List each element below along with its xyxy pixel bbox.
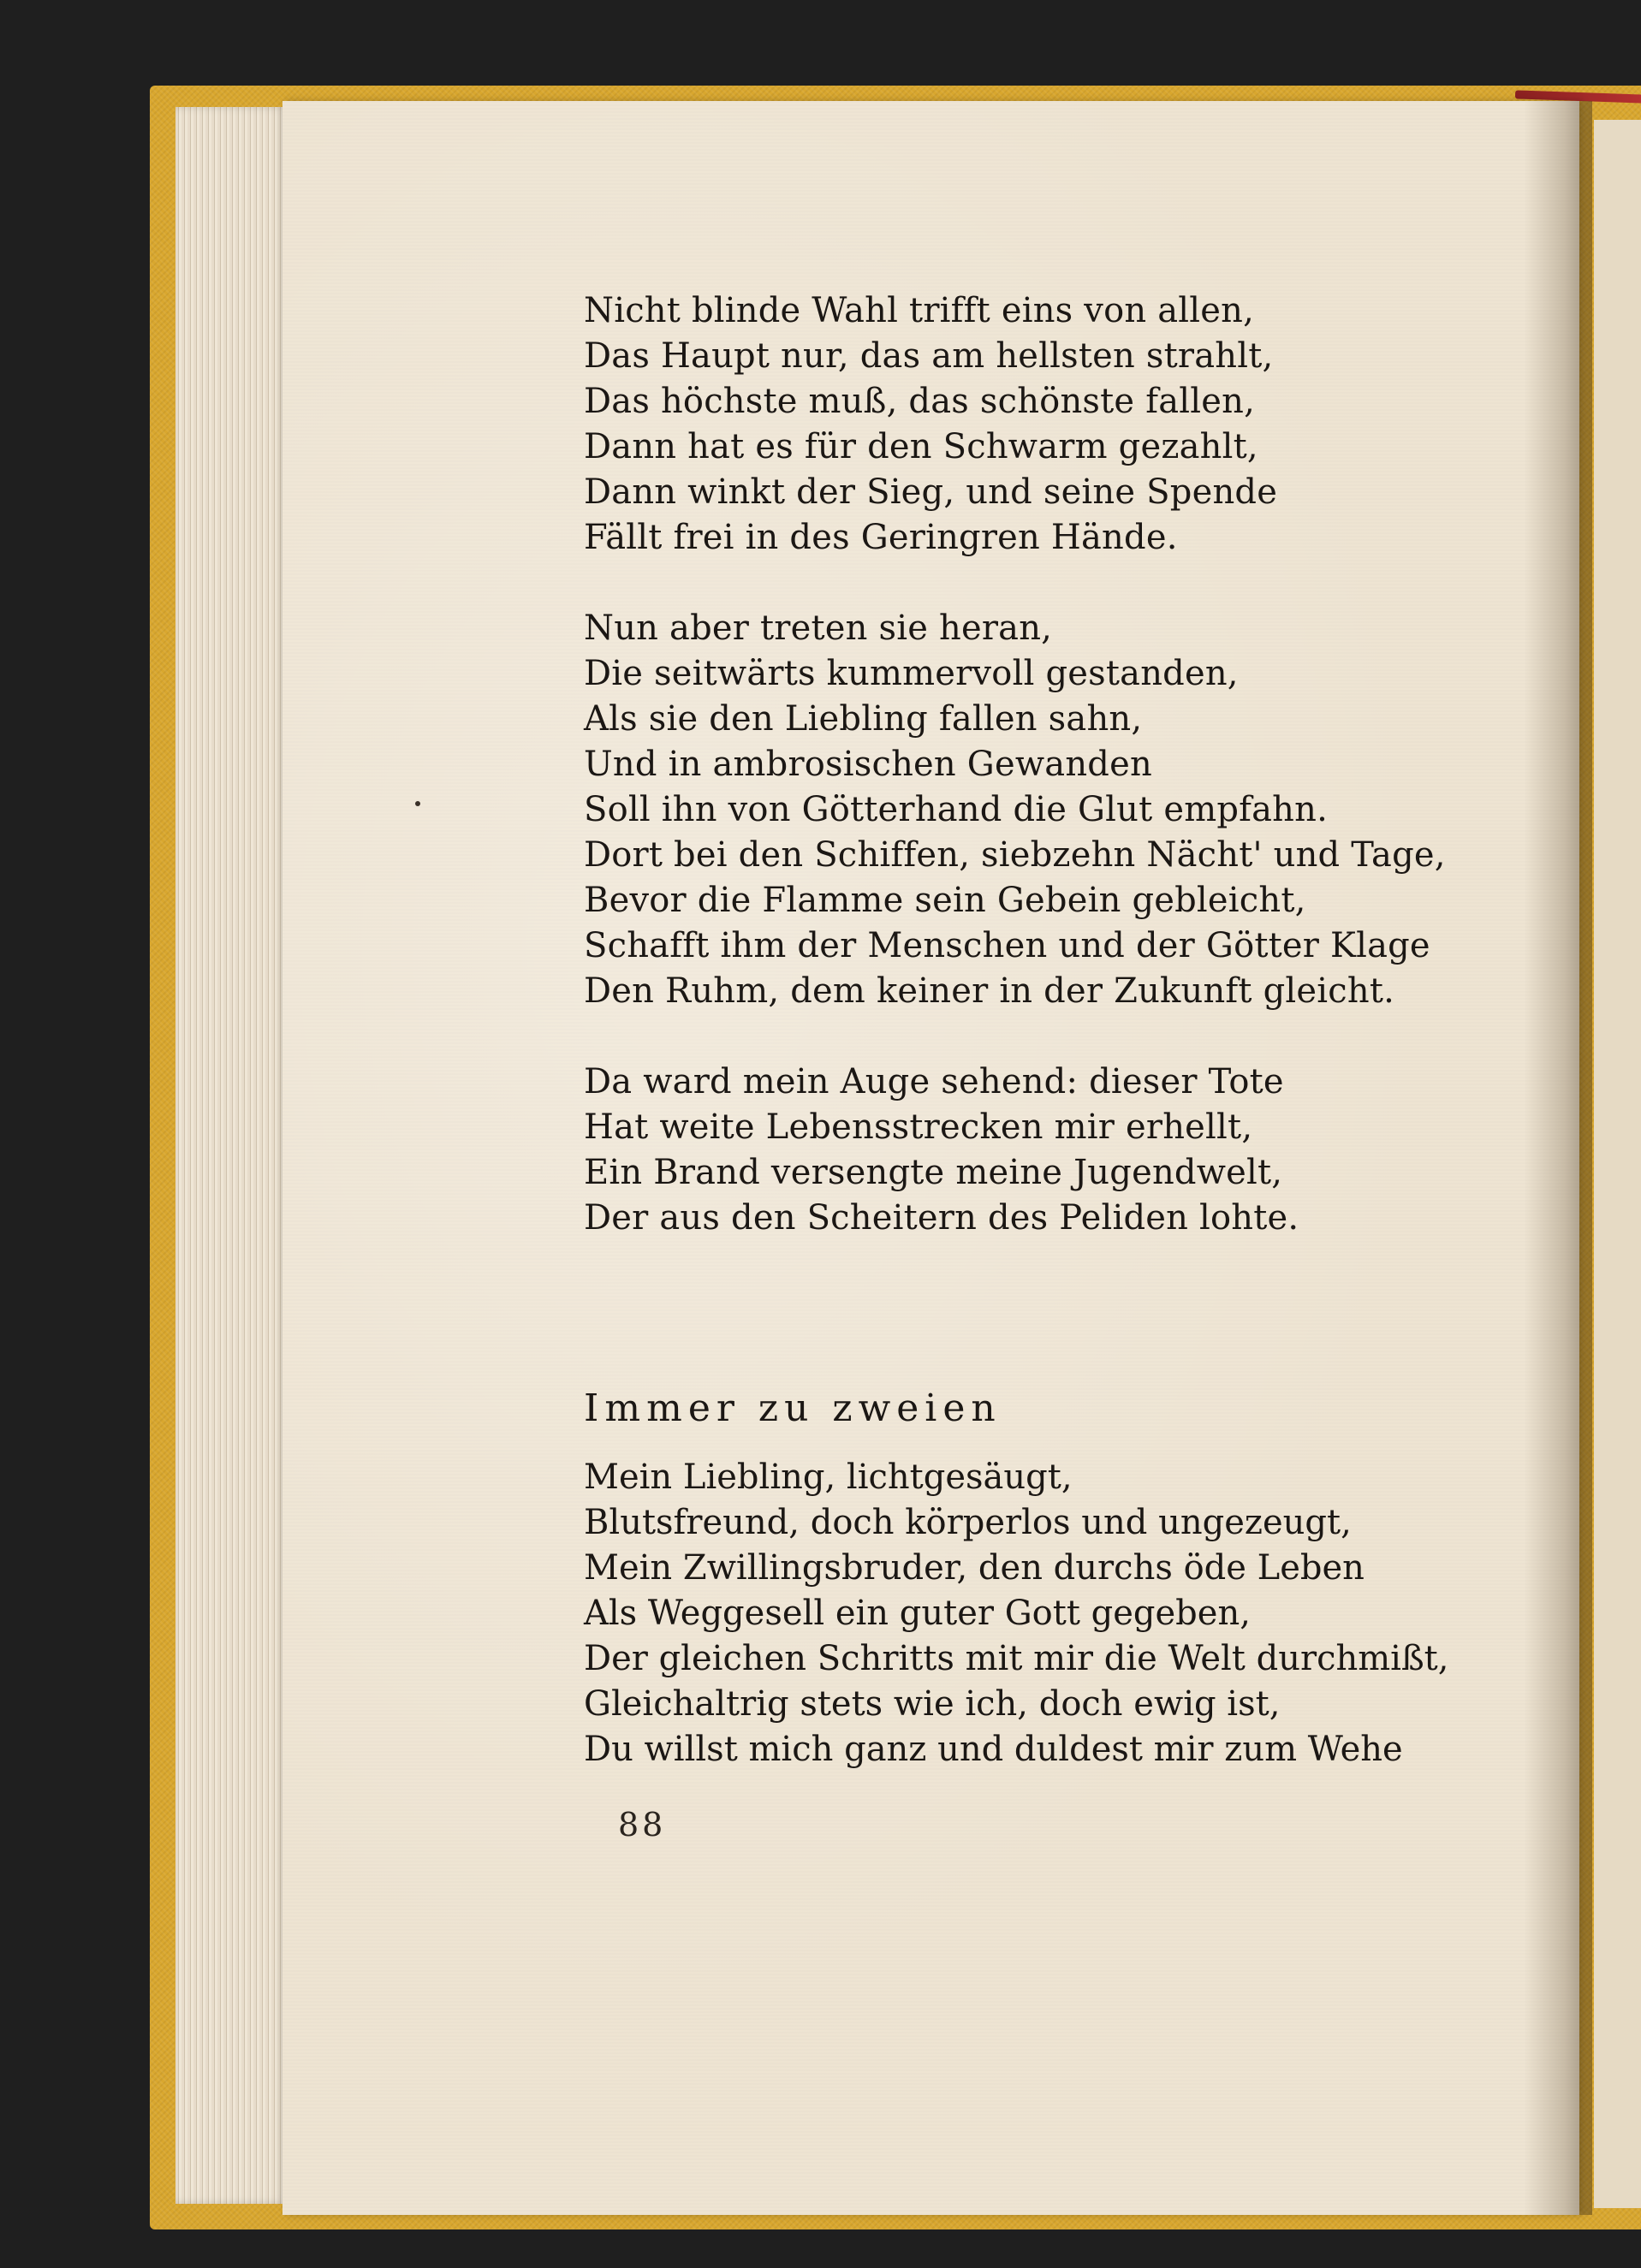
verse-line: Nun aber treten sie heran, (584, 609, 1053, 648)
verse-line: Dann hat es für den Schwarm gezahlt, (584, 427, 1258, 466)
verse-line: Bevor die Flamme sein Gebein gebleicht, (584, 881, 1306, 920)
verse-line: Fällt frei in des Geringren Hände. (584, 518, 1178, 557)
stanza-2 (584, 606, 1446, 1014)
stanza-1 (584, 288, 1446, 561)
verse-line: Und in ambrosischen Gewanden (584, 745, 1152, 784)
verse-line: Da ward mein Auge sehend: dieser Tote (584, 1062, 1284, 1101)
verse-line: Als Weggesell ein guter Gott gegeben, (584, 1594, 1251, 1633)
verse-line: Soll ihn von Götterhand die Glut empfahn. (584, 790, 1329, 829)
verse-line: Das höchste muß, das schönste fallen, (584, 382, 1256, 421)
verse-line: Gleichaltrig stets wie ich, doch ewig ist, (584, 1684, 1281, 1724)
verse-line: Ein Brand versengte meine Jugendwelt, (584, 1153, 1283, 1192)
poem-title: Immer zu zweien (584, 1386, 1002, 1430)
verse-line: Der gleichen Schritts mit mir die Welt durchmißt, (584, 1639, 1449, 1678)
verse-line: Mein Zwillingsbruder, den durchs öde Leben (584, 1548, 1365, 1588)
verse-line: Schafft ihm der Menschen und der Götter Klage (584, 926, 1430, 965)
verse-line: Die seitwärts kummervoll gestanden, (584, 654, 1239, 693)
verse-line: Dort bei den Schiffen, siebzehn Nächt' und Tage, (584, 835, 1446, 875)
verse-line: Mein Liebling, lichtgesäugt, (584, 1458, 1073, 1497)
page-stack-edge (175, 107, 287, 2204)
verse-line: Blutsfreund, doch körperlos und ungezeugt, (584, 1503, 1352, 1542)
verse-line: Der aus den Scheitern des Peliden lohte. (584, 1198, 1299, 1238)
verse-line: Das Haupt nur, das am hellsten strahlt, (584, 336, 1274, 376)
paper-speck (415, 801, 420, 806)
page-gutter-shadow (1524, 101, 1592, 2215)
poem2-body (584, 1455, 1448, 1772)
verse-line: Hat weite Lebensstrecken mir erhellt, (584, 1107, 1253, 1147)
verse-line: Als sie den Liebling fallen sahn, (584, 699, 1143, 739)
facing-page-edge (1594, 120, 1641, 2208)
verse-line: Dann winkt der Sieg, und seine Spende (584, 472, 1278, 512)
verse-line: Du willst mich ganz und duldest mir zum Wehe (584, 1730, 1403, 1769)
verse-line: Nicht blinde Wahl trifft eins von allen, (584, 291, 1255, 330)
verse-line: Den Ruhm, dem keiner in der Zukunft gleicht. (584, 971, 1395, 1011)
page-number: 88 (618, 1806, 667, 1843)
poem-body (584, 288, 1446, 1241)
stanza-3 (584, 1060, 1446, 1241)
